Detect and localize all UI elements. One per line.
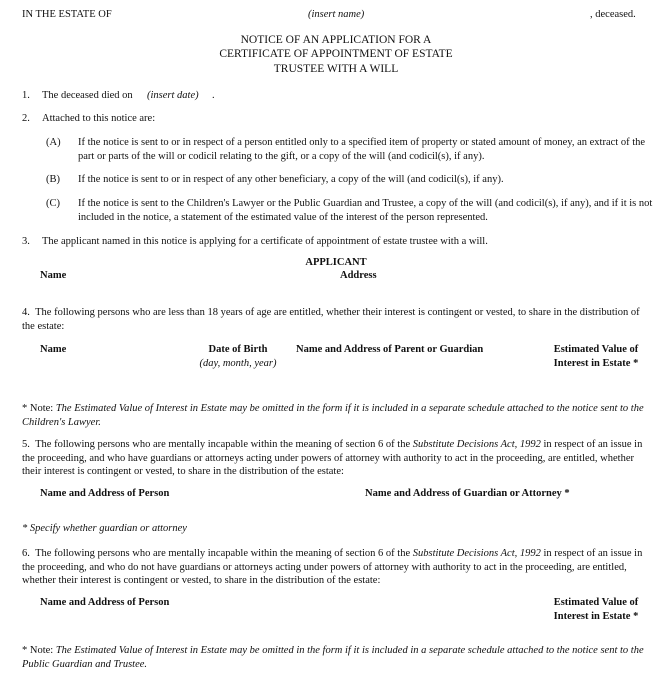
note-1 bbox=[22, 402, 654, 429]
sub-a-label: (A) bbox=[46, 137, 61, 148]
item-6-text-a: The following persons who are mentally incapable within the meaning of section 6 of the bbox=[35, 548, 411, 559]
dob-heading: Date of Birth bbox=[208, 344, 268, 355]
item-2-sub-c bbox=[46, 197, 654, 224]
applicant-heading: APPLICANT bbox=[305, 257, 367, 268]
item-2-sub-b bbox=[46, 173, 654, 187]
item-5-text-a: The following persons who are mentally incapable within the meaning of section 6 of the bbox=[35, 439, 411, 450]
item-4-paragraph bbox=[22, 306, 654, 333]
item-6-act: Substitute Decisions Act, 1992 bbox=[412, 548, 541, 559]
item-5-paragraph bbox=[22, 438, 654, 479]
item-2-sub-a bbox=[46, 136, 654, 163]
item-6-text-b: in respect of an issue in the proceeding, and who do not have guardians or attorneys acting under powers of attorney with authority to act in the proceeding, are entitled, whether their interest is contingent or vested, to share in the distribution of the estate: bbox=[22, 548, 643, 587]
sub-c-text: If the notice is sent to the Children's Lawyer or the Public Guardian and Trustee, a copy of the will (and codicil(s), if any), and if it is not included in the notice, a statement of the estimated value of the interest of the person represented. bbox=[78, 198, 653, 223]
item-4-col-dob bbox=[190, 343, 286, 370]
estate-prefix: IN THE ESTATE OF bbox=[22, 9, 112, 20]
note-1-prefix: * Note: bbox=[22, 403, 54, 414]
note-1-text: The Estimated Value of Interest in Estate may be omitted in the form if it is included in a separate schedule attached to the notice sent to the Children's Lawyer. bbox=[22, 403, 644, 428]
item-2-text: Attached to this notice are: bbox=[42, 113, 156, 124]
item-4-col-name: Name bbox=[40, 344, 67, 355]
note-2-prefix: * Note: bbox=[22, 645, 54, 656]
specify-note: * Specify whether guardian or attorney bbox=[22, 523, 187, 534]
insert-date-placeholder: (insert date) bbox=[147, 90, 199, 101]
item-6-number: 6. bbox=[22, 548, 30, 559]
item-1-end: . bbox=[212, 90, 215, 101]
note-2-text: The Estimated Value of Interest in Estate may be omitted in the form if it is included in a separate schedule attached to the notice sent to the Public Guardian and Trustee. bbox=[22, 645, 644, 670]
item-1-text: The deceased died on bbox=[42, 90, 133, 101]
item-6-paragraph bbox=[22, 547, 654, 588]
item-4-col-value bbox=[536, 343, 656, 370]
item-5-act: Substitute Decisions Act, 1992 bbox=[412, 439, 541, 450]
applicant-col-name: Name bbox=[40, 270, 67, 281]
title-line-3: TRUSTEE WITH A WILL bbox=[273, 62, 399, 75]
title-line-1: NOTICE OF AN APPLICATION FOR A bbox=[240, 34, 432, 46]
sub-b-text: If the notice is sent to or in respect of any other beneficiary, a copy of the will (and codicil(s), if any). bbox=[78, 174, 504, 185]
applicant-col-address: Address bbox=[340, 270, 377, 281]
item-1-number: 1. bbox=[22, 90, 30, 101]
item-5-col-person: Name and Address of Person bbox=[40, 488, 170, 499]
sub-a-text: If the notice is sent to or in respect of a person entitled only to a specified item of property or stated amount of money, an extract of the part or parts of the will or codicil relating to the gift, or a copy of the will (and codicil(s), if any). bbox=[78, 137, 646, 162]
title-line-2: CERTIFICATE OF APPOINTMENT OF ESTATE bbox=[219, 48, 453, 61]
item-5-col-guardian: Name and Address of Guardian or Attorney * bbox=[365, 488, 570, 499]
item-5-text-b: in respect of an issue in the proceeding, and who have guardians or attorneys acting under powers of attorney with authority to act in the proceeding, are entitled, whether their interest is contingent or vested, to share in the distribution of the estate: bbox=[22, 439, 643, 478]
value-heading-line-1: Estimated Value of bbox=[553, 344, 639, 355]
item-4-number: 4. bbox=[22, 307, 30, 318]
deceased-suffix: , deceased. bbox=[590, 9, 636, 20]
item-6-value-line-1: Estimated Value of bbox=[553, 597, 639, 608]
sub-b-label: (B) bbox=[46, 174, 60, 185]
item-6-col-value bbox=[536, 596, 656, 623]
sub-c-label: (C) bbox=[46, 198, 60, 209]
note-2 bbox=[22, 644, 654, 671]
item-3-text: The applicant named in this notice is applying for a certificate of appointment of estate trustee with a will. bbox=[42, 236, 488, 247]
item-4-col-parent: Name and Address of Parent or Guardian bbox=[296, 344, 484, 355]
item-6-value-line-2: Interest in Estate * bbox=[553, 610, 639, 622]
item-2-number: 2. bbox=[22, 113, 30, 124]
item-6-col-person: Name and Address of Person bbox=[40, 597, 170, 608]
item-3-number: 3. bbox=[22, 236, 30, 247]
item-4-text: The following persons who are less than 18 years of age are entitled, whether their interest is contingent or vested, to share in the distribution of the estate: bbox=[22, 307, 640, 332]
value-heading-line-2: Interest in Estate * bbox=[553, 357, 639, 369]
dob-format: (day, month, year) bbox=[199, 357, 277, 369]
item-5-number: 5. bbox=[22, 439, 30, 450]
insert-name-placeholder: (insert name) bbox=[308, 9, 365, 20]
document-title bbox=[0, 33, 672, 76]
